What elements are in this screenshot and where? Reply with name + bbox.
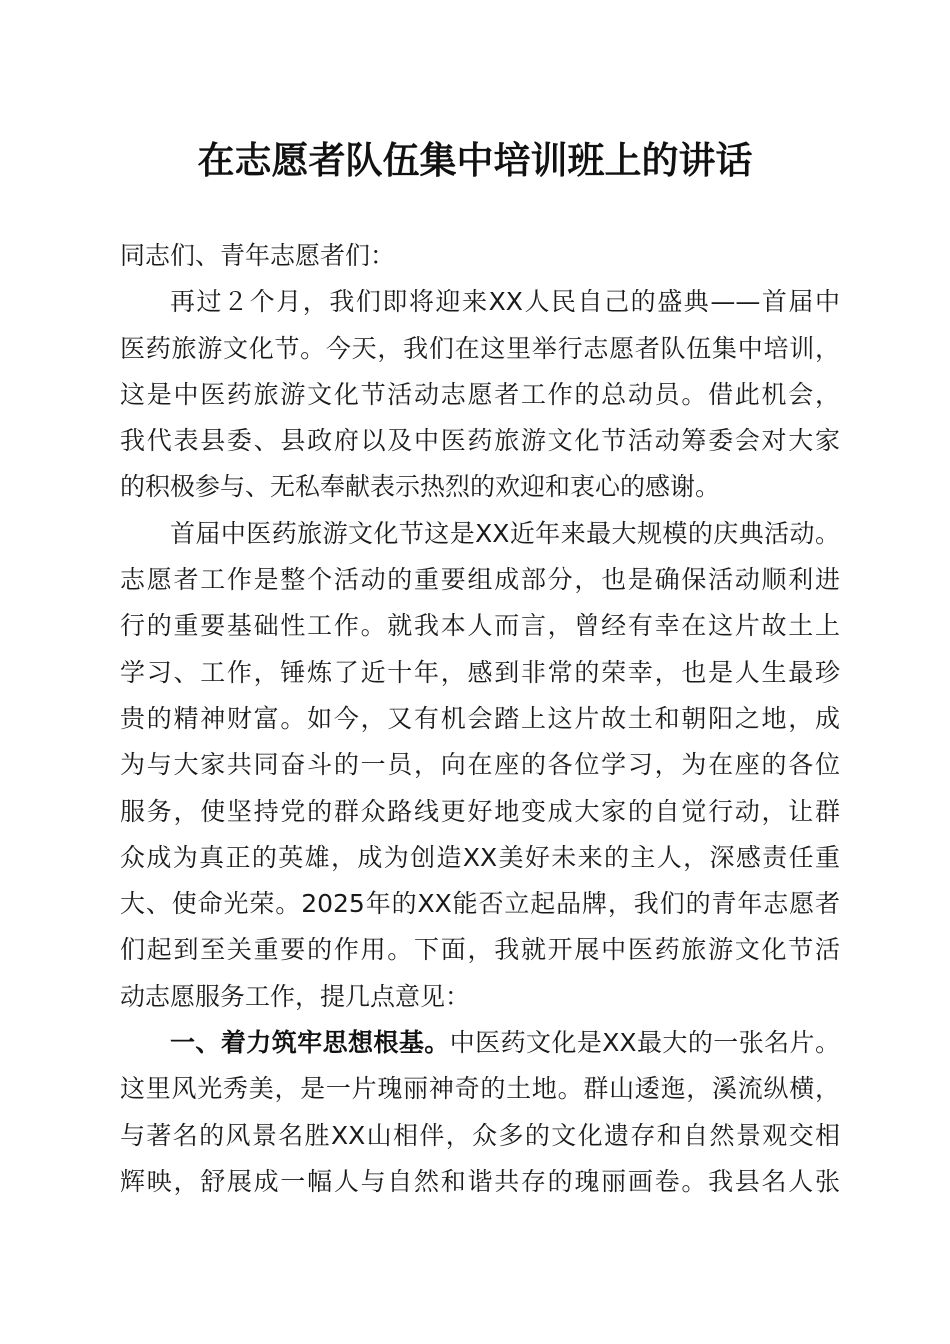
paragraph-line: 医药旅游文化节。今天，我们在这里举行志愿者队伍集中培训， <box>120 333 840 363</box>
document-body <box>120 233 840 1205</box>
section-heading: 一、着力筑牢思想根基。 <box>170 1028 450 1058</box>
paragraph-line: 的积极参与、无私奉献表示热烈的欢迎和衷心的感谢。 <box>120 472 721 502</box>
document-title: 在志愿者队伍集中培训班上的讲话 <box>197 138 753 182</box>
paragraph-line-text: 中医药文化是XX最大的一张名片。 <box>449 1028 840 1058</box>
paragraph-line: 辉映，舒展成一幅人与自然和谐共存的瑰丽画卷。我县名人张 <box>120 1166 840 1196</box>
paragraph-line: 大、使命光荣。2025年的XX能否立起品牌，我们的青年志愿者 <box>120 889 840 919</box>
paragraph-3 <box>120 1020 840 1205</box>
paragraph-line: 为与大家共同奋斗的一员，向在座的各位学习，为在座的各位 <box>120 750 840 780</box>
paragraph-line: 与著名的风景名胜XX山相伴，众多的文化遗存和自然景观交相 <box>120 1120 840 1150</box>
paragraph-line: 首届中医药旅游文化节这是XX近年来最大规模的庆典活动。 <box>170 518 840 548</box>
paragraph-line: 这是中医药旅游文化节活动志愿者工作的总动员。借此机会， <box>120 379 840 409</box>
paragraph-line: 们起到至关重要的作用。下面，我就开展中医药旅游文化节活 <box>120 935 840 965</box>
paragraph-2 <box>120 511 840 1020</box>
paragraph-line: 再过２个月，我们即将迎来XX人民自己的盛典——首届中 <box>170 287 840 317</box>
paragraph-line: 服务，使坚持党的群众路线更好地变成大家的自觉行动，让群 <box>120 796 840 826</box>
paragraph-1 <box>120 279 840 510</box>
paragraph-line: 学习、工作，锤炼了近十年，感到非常的荣幸，也是人生最珍 <box>120 657 840 687</box>
salutation: 同志们、青年志愿者们： <box>120 241 396 270</box>
paragraph-line: 志愿者工作是整个活动的重要组成部分，也是确保活动顺利进 <box>120 565 840 595</box>
paragraph-line: 众成为真正的英雄，成为创造XX美好未来的主人，深感责任重 <box>120 842 840 872</box>
paragraph-line <box>120 1020 840 1066</box>
paragraph-line: 贵的精神财富。如今，又有机会踏上这片故土和朝阳之地，成 <box>120 703 840 733</box>
paragraph-line: 这里风光秀美，是一片瑰丽神奇的土地。群山逶迤，溪流纵横， <box>120 1074 840 1104</box>
paragraph-line: 我代表县委、县政府以及中医药旅游文化节活动筹委会对大家 <box>120 426 840 456</box>
paragraph-line: 动志愿服务工作，提几点意见： <box>120 981 471 1011</box>
paragraph-line: 行的重要基础性工作。就我本人而言，曾经有幸在这片故土上 <box>120 611 840 641</box>
